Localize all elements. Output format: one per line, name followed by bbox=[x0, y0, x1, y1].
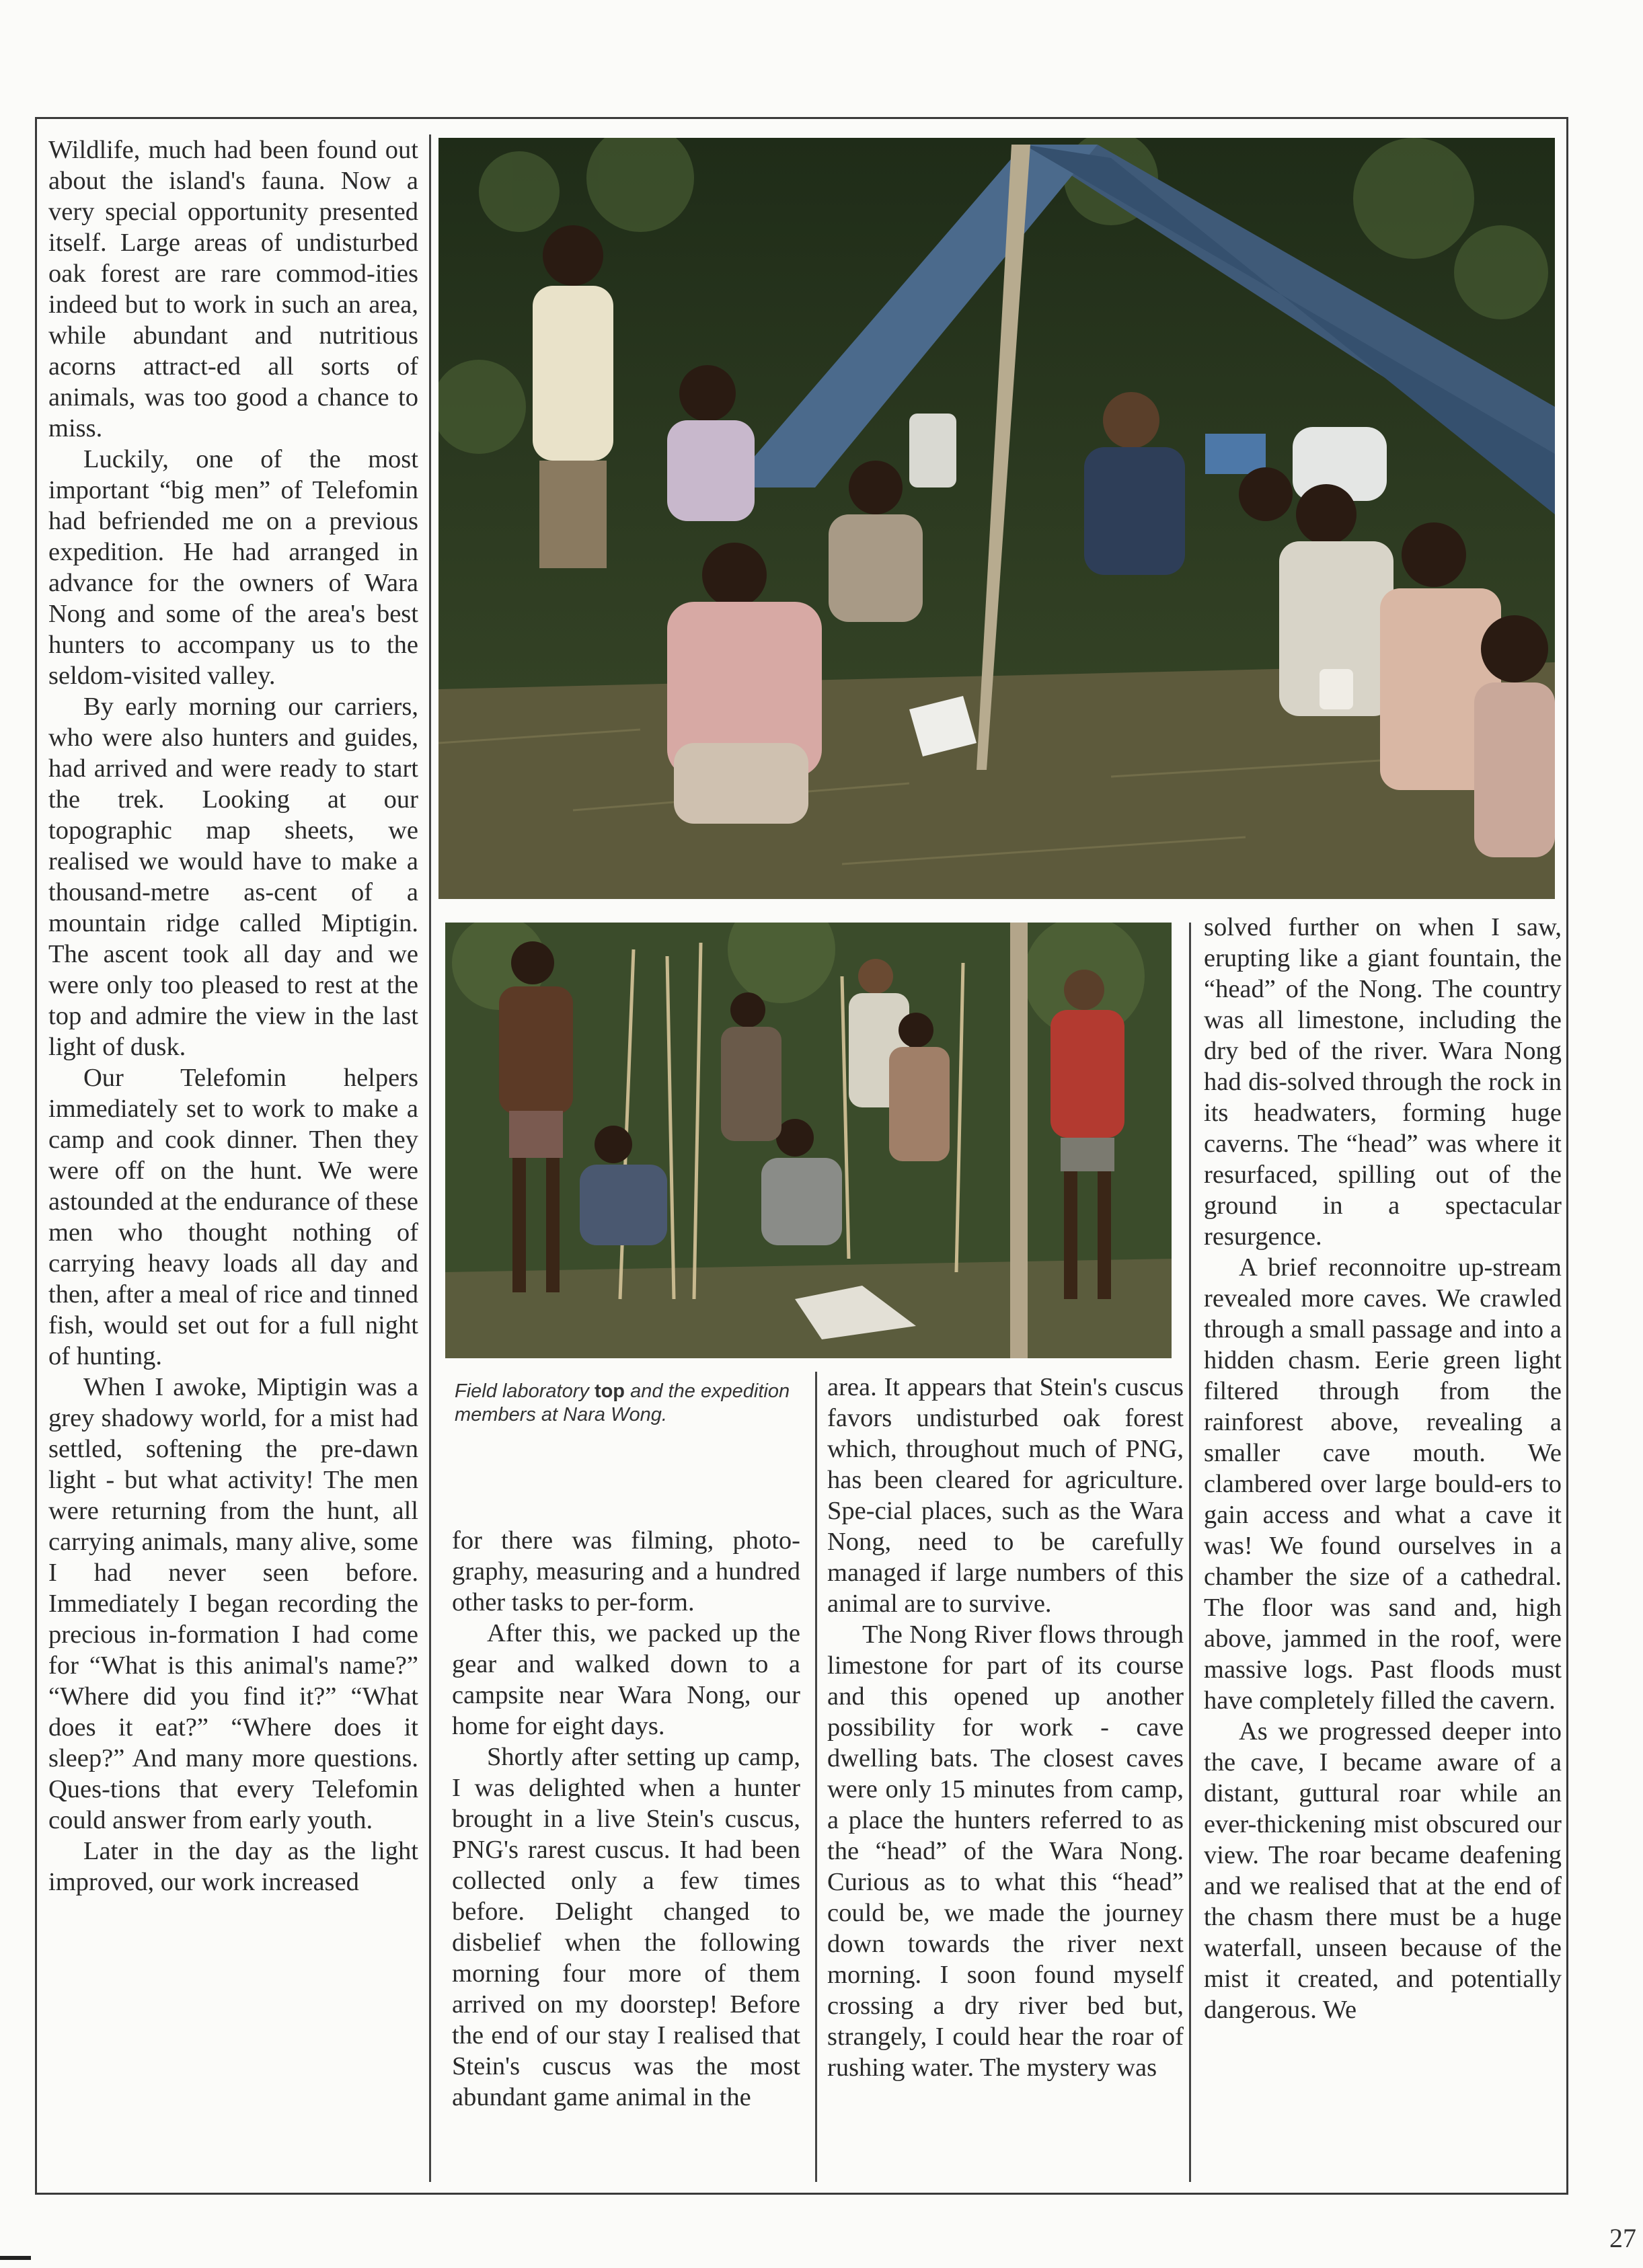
article-column-1 bbox=[48, 134, 418, 1898]
column-rule bbox=[1189, 923, 1191, 2182]
paragraph: Later in the day as the light improved, our work increased bbox=[48, 1837, 418, 1896]
paragraph: Wildlife, much had been found out about the island's fauna. Now a very special opportunity presented itself. Large areas of undisturbed oak forest are rare commod-ities indeed but to work in such an area, while abundant and nutritious acorns attract-ed all sorts of animals, was too good a chance to miss. bbox=[48, 136, 418, 442]
paragraph: solved further on when I saw, erupting like a giant fountain, the “head” of the Nong. The country was all limestone, including the dry bed of the river. Wara Nong had dis-solved through the rock in its headwaters, forming huge caverns. The “head” was where it resurfaced, spilling out of the ground in a spectacular resurgence. bbox=[1204, 913, 1562, 1251]
caption-text: and the expedition members at Nara Wong. bbox=[455, 1380, 790, 1425]
scan-edge-mark bbox=[0, 2256, 31, 2260]
paragraph: After this, we packed up the gear and walked down to a campsite near Wara Nong, our home for eight days. bbox=[452, 1619, 800, 1740]
paragraph: When I awoke, Miptigin was a grey shadowy world, for a mist had settled, softening the pre-dawn light - but what activity! The men were returning from the hunt, all carrying animals, many alive, some I had never seen before. Immediately I began recording the precious in-formation I had come for “What is this animal's name?” “Where did you find it?” “What does it eat?” “Where does it sleep?” And many more questions. Ques-tions that every Telefomin could answer from early youth. bbox=[48, 1373, 418, 1834]
article-column-2 bbox=[452, 1525, 800, 2113]
paragraph: Luckily, one of the most important “big men” of Telefomin had befriended me on a previous expedition. He had arranged in advance for the owners of Wara Nong and some of the area's best hunters to accompany us to the seldom-visited valley. bbox=[48, 445, 418, 690]
article-column-4 bbox=[1204, 912, 1562, 2025]
paragraph: As we progressed deeper into the cave, I became aware of a distant, guttural roar while an ever-thickening mist obscured our view. The roar became deafening and we realised that at the end of the chasm there must be a huge waterfall, unseen because of the mist it created, and potentially dangerous. We bbox=[1204, 1717, 1562, 2024]
group-scene-illustration bbox=[445, 923, 1172, 1358]
photo-caption bbox=[455, 1380, 818, 1427]
paragraph: By early morning our carriers, who were also hunters and guides, had arrived and were ready to start the trek. Looking at our topographic map sheets, we realised we would have to make a thousand-metre as-cent of a mountain ridge called Miptigin. The ascent took all day and we were only too pleased to rest at the top and admire the view in the last light of dusk. bbox=[48, 693, 418, 1061]
paragraph: The Nong River flows through limestone for part of its course and this opened up another possibility for work - cave dwelling bats. The closest caves were only 15 minutes from camp, a place the hunters referred to as the “head” of the Wara Nong. Curious as to what this “head” could be, we made the journey down towards the river next morning. I soon found myself crossing a dry river bed but, strangely, I could hear the roar of rushing water. The mystery was bbox=[827, 1620, 1184, 2082]
column-rule bbox=[815, 1372, 817, 2182]
paragraph: A brief reconnoitre up-stream revealed more caves. We crawled through a small passage and into a hidden chasm. Eerie green light filtered through from the rainforest above, revealing a smaller cave mouth. We clambered over large bould-ers to gain access and what a cave it was! We found ourselves in a chamber the size of a cathedral. The floor was sand and, high above, jammed in the roof, were massive logs. Past floods must have completely filled the cavern. bbox=[1204, 1253, 1562, 1715]
caption-text: Field laboratory bbox=[455, 1380, 595, 1402]
paragraph: area. It appears that Stein's cuscus favors undisturbed oak forest which, throughout much of PNG, has been cleared for agriculture. Spe-cial places, such as the Wara Nong, need to be carefully managed if large numbers of this animal are to survive. bbox=[827, 1373, 1184, 1618]
column-rule bbox=[429, 134, 431, 2182]
tent-scene-illustration bbox=[438, 138, 1555, 899]
paragraph: Our Telefomin helpers immediately set to work to make a camp and cook dinner. Then they were off on the hunt. We were astounded at the endurance of these men who thought nothing of carrying heavy loads all day and then, after a meal of rice and tinned fish, would set out for a full night of hunting. bbox=[48, 1064, 418, 1370]
paragraph: Shortly after setting up camp, I was delighted when a hunter brought in a live Stein's cuscus, PNG's rarest cuscus. It had been collected only a few times before. Delight changed to disbelief when the following morning four more of them arrived on my doorstep! Before the end of our stay I realised that Stein's cuscus was the most abundant game animal in the bbox=[452, 1743, 800, 2111]
article-column-3 bbox=[827, 1372, 1184, 2083]
paragraph: for there was filming, photo-graphy, measuring and a hundred other tasks to per-form. bbox=[452, 1526, 800, 1616]
caption-bold: top bbox=[594, 1380, 625, 1402]
expedition-members-photo bbox=[445, 923, 1172, 1358]
field-laboratory-photo bbox=[438, 138, 1555, 899]
page-number: 27 bbox=[1609, 2223, 1636, 2253]
